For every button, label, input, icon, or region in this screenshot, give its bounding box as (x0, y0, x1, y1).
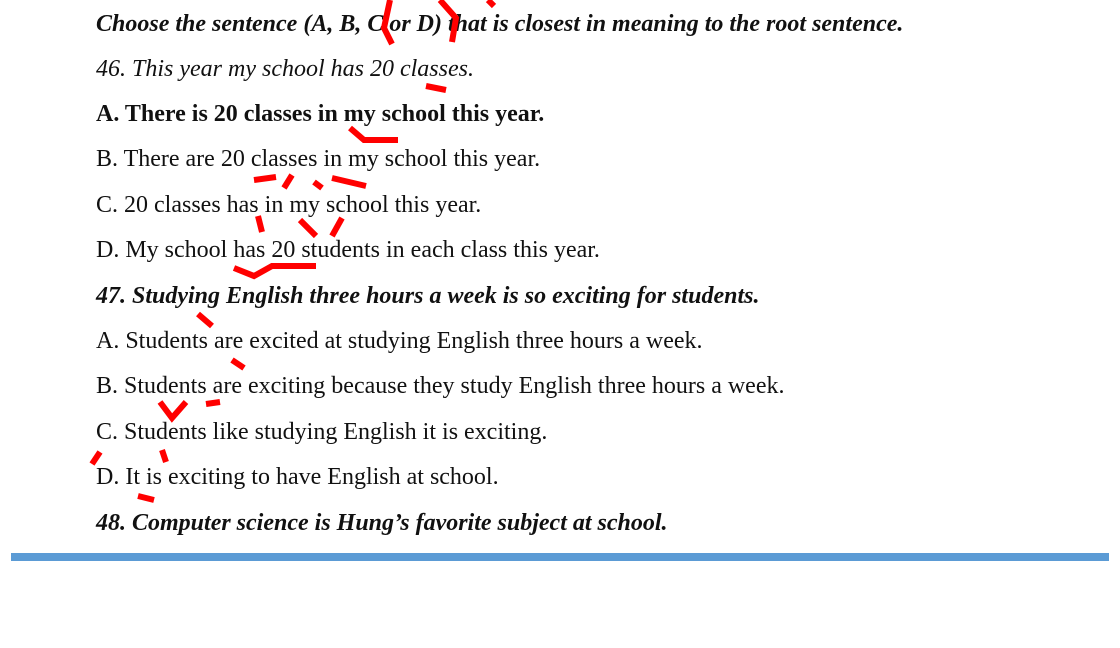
annotation-stroke (138, 496, 154, 500)
annotation-stroke (162, 450, 166, 462)
question-47-option-a: A. Students are excited at studying English three hours a week. (96, 328, 703, 354)
question-46-option-b: B. There are 20 classes in my school this year. (96, 146, 541, 172)
question-47-option-c: C. Students like studying English it is exciting. (96, 419, 548, 445)
annotation-stroke (232, 360, 244, 368)
annotation-stroke (206, 402, 220, 404)
footer-rule (11, 553, 1109, 561)
question-46-option-c: C. 20 classes has in my school this year. (96, 192, 482, 218)
annotation-stroke (300, 220, 316, 236)
question-47-option-b: B. Students are exciting because they study English three hours a week. (96, 373, 785, 399)
annotation-stroke (198, 314, 212, 326)
question-47-option-d: D. It is exciting to have English at school. (96, 464, 499, 490)
annotation-stroke (284, 175, 292, 188)
question-46-option-d: D. My school has 20 students in each class this year. (96, 237, 600, 263)
annotation-stroke (314, 182, 322, 188)
annotation-stroke (488, 0, 494, 6)
annotation-stroke (254, 177, 276, 180)
annotation-stroke (234, 266, 316, 276)
annotation-stroke (426, 86, 446, 90)
instruction-text: Choose the sentence (A, B, C or D) that is closest in meaning to the root sentence. (96, 11, 904, 37)
annotation-stroke (332, 218, 342, 236)
question-46-option-a: A. There is 20 classes in my school this year. (96, 101, 545, 127)
annotation-stroke (350, 128, 398, 140)
question-47-stem: 47. Studying English three hours a week is so exciting for students. (96, 283, 760, 309)
annotation-stroke (160, 402, 186, 418)
annotation-stroke (332, 178, 366, 186)
question-46-stem: 46. This year my school has 20 classes. (96, 56, 474, 82)
question-48-stem: 48. Computer science is Hung’s favorite subject at school. (96, 510, 668, 536)
